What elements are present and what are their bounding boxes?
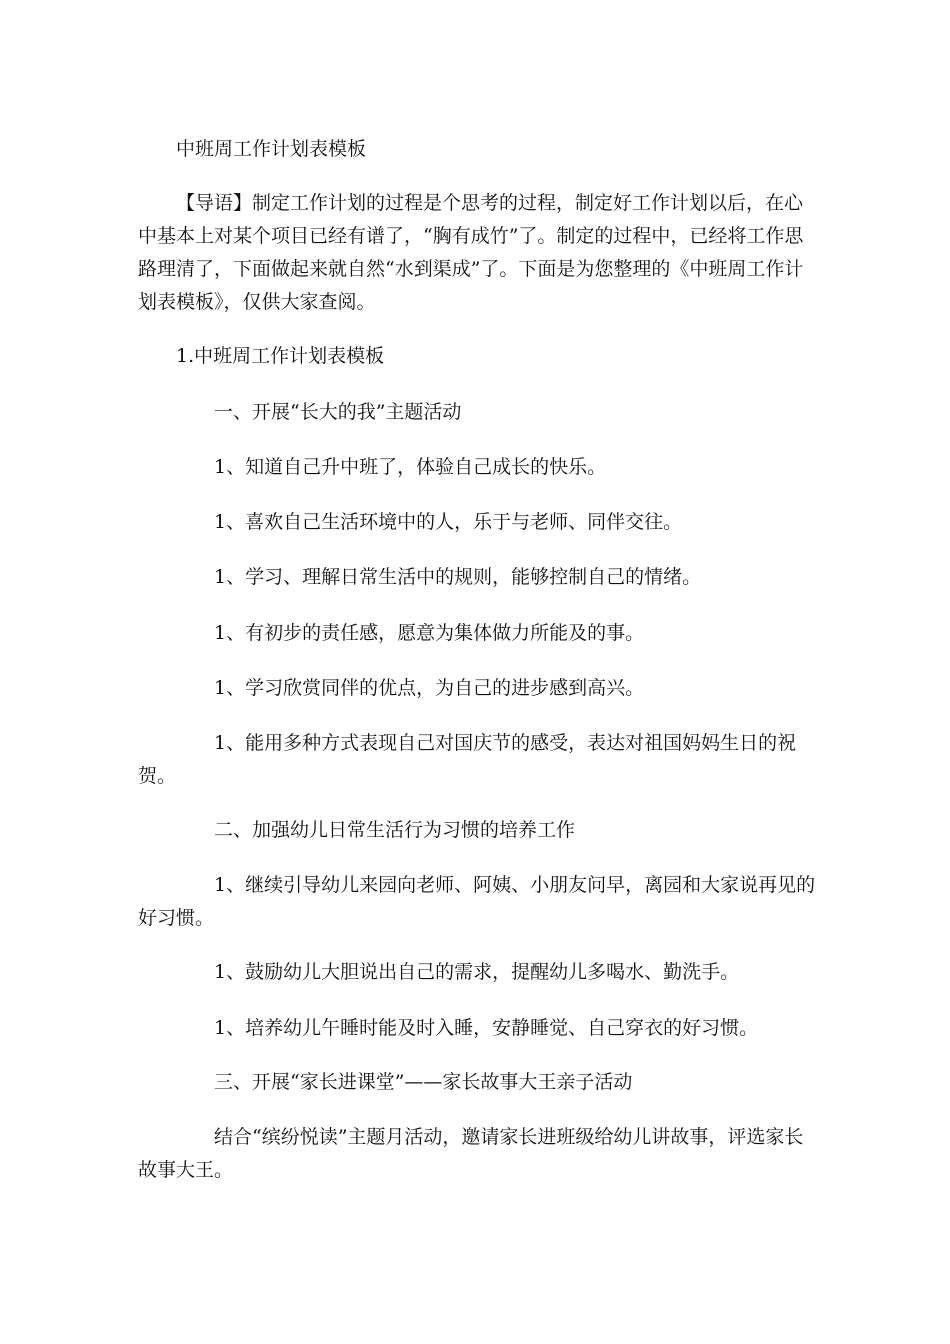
list-item: 1、鼓励幼儿大胆说出自己的需求，提醒幼儿多喝水、勤洗手。 [214,961,740,983]
intro-paragraph: 【导语】制定工作计划的过程是个思考的过程，制定好工作计划以后，在心中基本上对某个项目已经有谱了，“胸有成竹”了。制定的过程中，已经将工作思路理清了，下面做起来就自然“水到渠成”了。下面是为您整理的《中班周工作计划表模板》，仅供大家查阅。 [138,192,804,313]
list-item: 1、能用多种方式表现自己对国庆节的感受，表达对祖国妈妈生日的祝贺。 [138,732,797,787]
document-title: 中班周工作计划表模板 [176,138,367,160]
subheading-3: 三、开展“家长进课堂”——家长故事大王亲子活动 [214,1071,633,1093]
list-item: 1、学习欣赏同伴的优点，为自己的进步感到高兴。 [214,677,645,699]
list-item: 1、知道自己升中班了，体验自己成长的快乐。 [214,456,607,478]
list-item: 结合“缤纷悦读”主题月活动，邀请家长进班级给幼儿讲故事，评选家长故事大王。 [138,1126,804,1181]
list-item: 1、喜欢自己生活环境中的人，乐于与老师、同伴交往。 [214,511,683,533]
subheading-2: 二、加强幼儿日常生活行为习惯的培养工作 [214,819,576,841]
list-item: 1、培养幼儿午睡时能及时入睡，安静睡觉、自己穿衣的好习惯。 [214,1017,759,1039]
list-item: 1、有初步的责任感，愿意为集体做力所能及的事。 [214,622,645,644]
list-item: 1、继续引导幼儿来园向老师、阿姨、小朋友问早，离园和大家说再见的好习惯。 [138,874,816,929]
section-heading: 1.中班周工作计划表模板 [176,345,385,367]
list-item: 1、学习、理解日常生活中的规则，能够控制自己的情绪。 [214,566,702,588]
subheading-1: 一、开展“长大的我”主题活动 [214,401,462,423]
